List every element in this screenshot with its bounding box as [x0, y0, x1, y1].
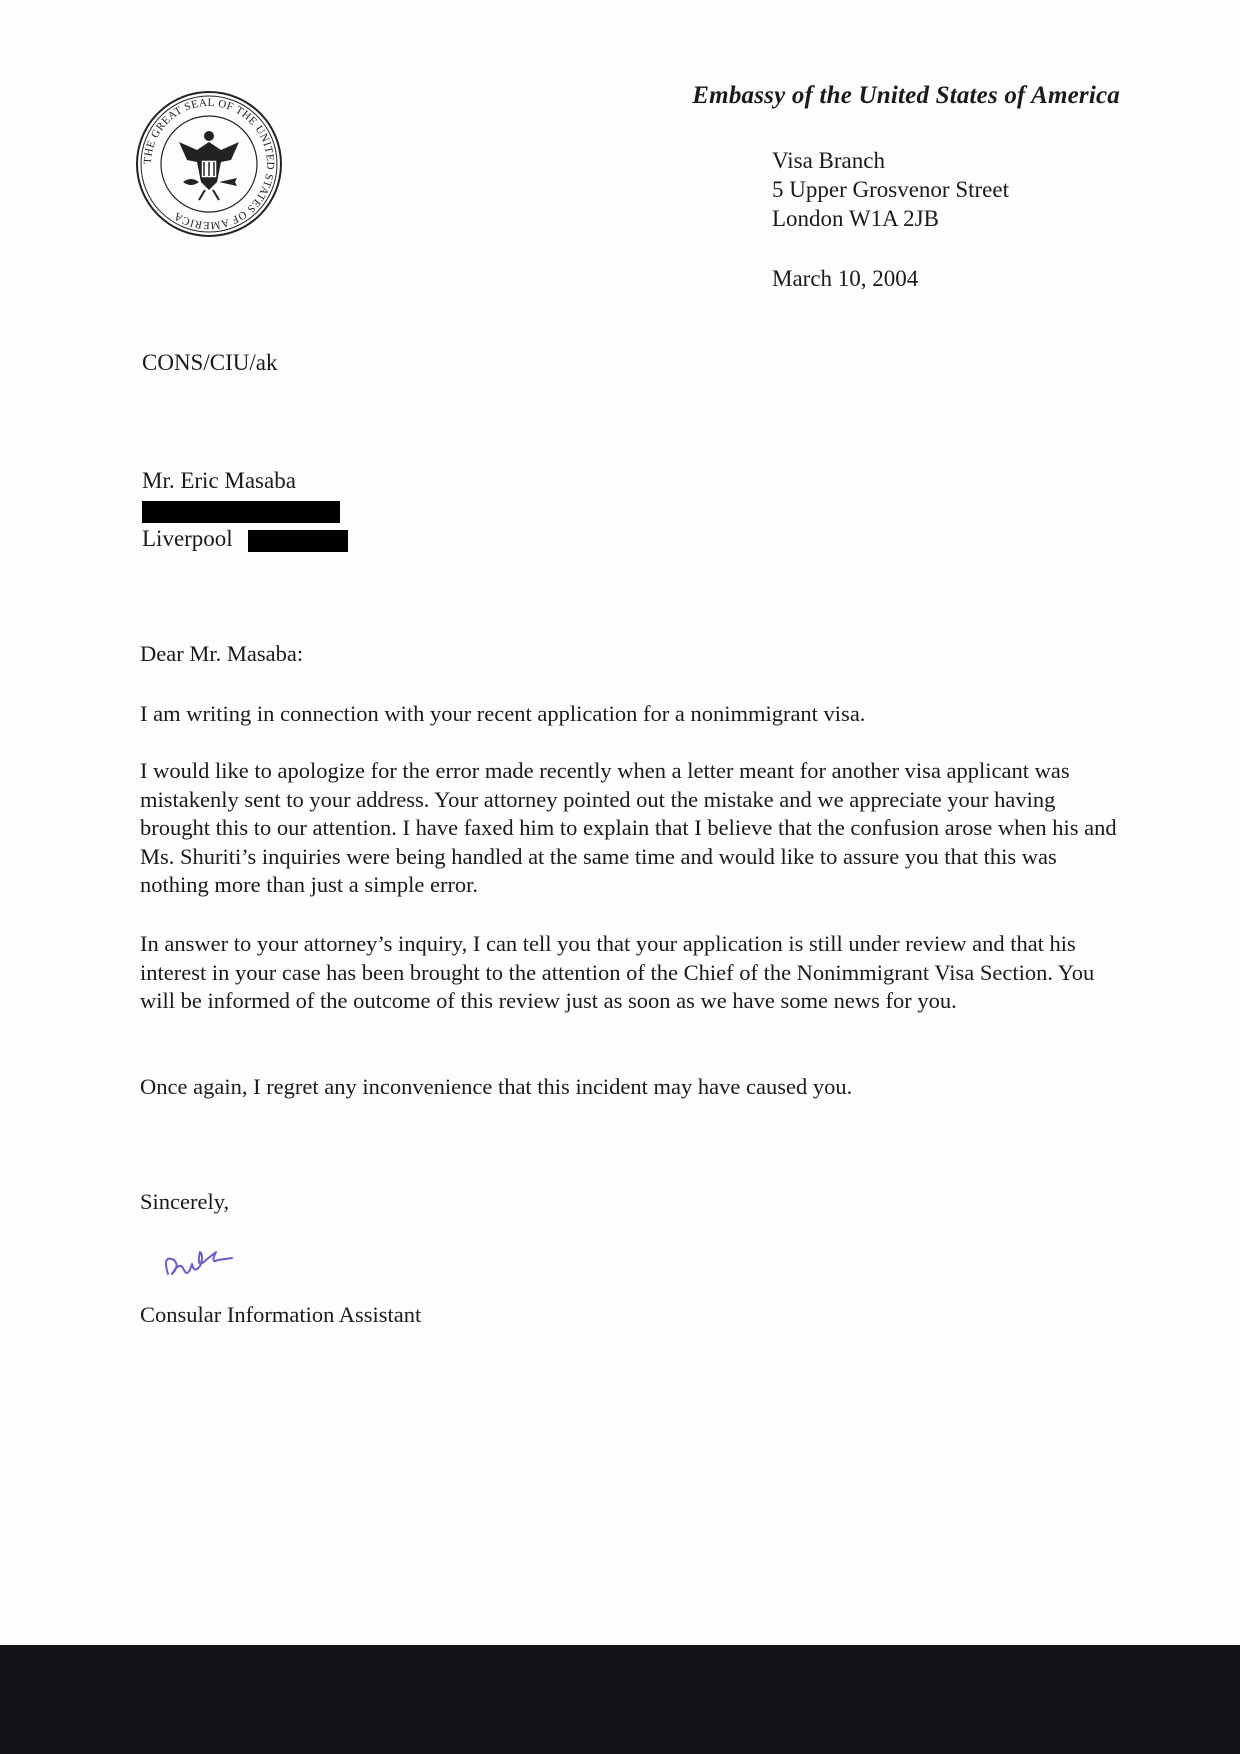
signatory-title: Consular Information Assistant	[140, 1302, 422, 1327]
redaction-bar	[248, 530, 348, 552]
signature-icon	[160, 1238, 250, 1288]
seal-text: THE GREAT SEAL OF THE UNITED STATES OF AMERICA	[141, 96, 277, 232]
closing: Sincerely,	[140, 1189, 230, 1214]
letter-body	[140, 757, 1120, 900]
paragraph: In answer to your attorney’s inquiry, I can tell you that your application is still under review and that his interest in your case has been brought to the attention of the Chief of the Nonimmigrant Visa Section. You will be informed of the outcome of this review just as soon as we have some news for you.	[140, 931, 1095, 1013]
letter-body	[140, 1073, 1120, 1102]
address-line: London W1A 2JB	[772, 206, 939, 231]
scan-bottom-edge	[0, 1645, 1240, 1754]
recipient-city: Liverpool	[142, 526, 233, 551]
letter-date: March 10, 2004	[772, 266, 919, 291]
sender-address	[772, 146, 1009, 233]
recipient-block	[142, 466, 348, 553]
letter-body	[140, 930, 1120, 1016]
embassy-title: Embassy of the United States of America	[692, 82, 1120, 109]
paragraph: I am writing in connection with your recent application for a nonimmigrant visa.	[140, 701, 866, 726]
letter-body	[140, 700, 1120, 729]
paragraph: I would like to apologize for the error made recently when a letter meant for another visa applicant was mistakenly sent to your address. Your attorney pointed out the mistake and we appreciate your having brought this to our attention. I have faxed him to explain that I believe that the confusion arose when his and Ms. Shuriti’s inquiries were being handled at the same time and would like to assure you that this was nothing more than just a simple error.	[140, 758, 1117, 897]
address-line: Visa Branch	[772, 148, 885, 173]
paragraph: Once again, I regret any inconvenience that this incident may have caused you.	[140, 1074, 853, 1099]
salutation: Dear Mr. Masaba:	[140, 641, 304, 666]
redaction-bar	[142, 501, 340, 523]
eagle-icon	[179, 131, 239, 200]
great-seal-icon	[135, 90, 283, 238]
recipient-name: Mr. Eric Masaba	[142, 468, 296, 493]
address-line: 5 Upper Grosvenor Street	[772, 177, 1009, 202]
reference-code: CONS/CIU/ak	[142, 350, 278, 375]
